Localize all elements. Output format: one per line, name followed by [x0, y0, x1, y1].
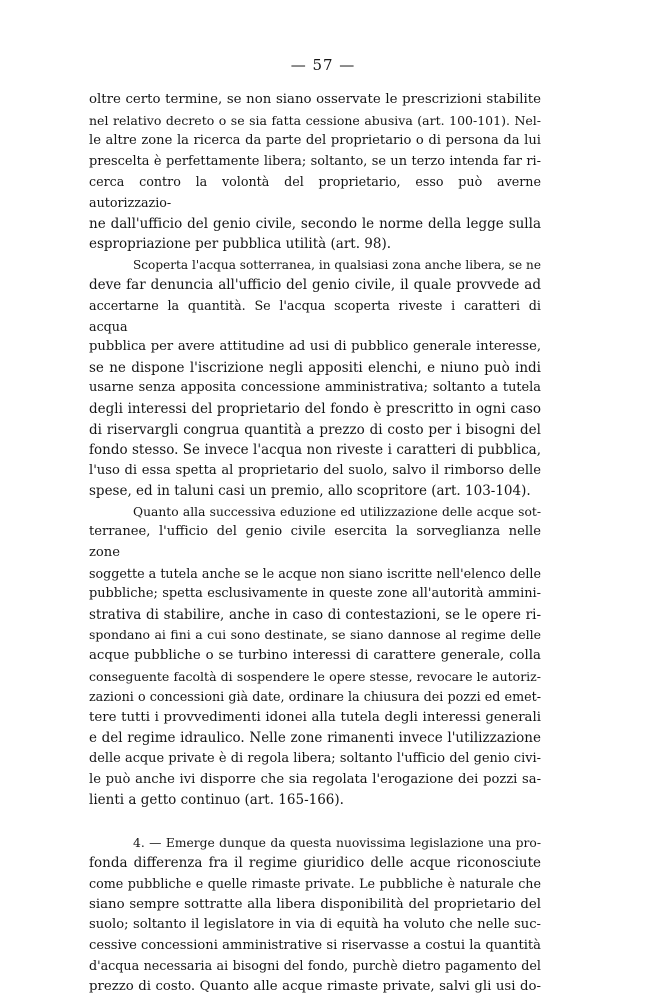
text-line: pubbliche; spetta esclusivamente in queste zone all'autorità ammini- — [89, 586, 541, 602]
text-line: espropriazione per pubblica utilità (art. 98). — [89, 236, 392, 253]
text-line: Scoperta l'acqua sotterranea, in qualsiasi zona anche libera, se ne — [133, 257, 541, 272]
paragraph-1 — [89, 90, 541, 255]
text-line: deve far denuncia all'ufficio del genio civile, il quale provvede ad — [89, 277, 541, 294]
text-line: ne dall'ufficio del genio civile, secondo le norme della legge sulla — [89, 215, 541, 232]
text-line: l'uso di essa spetta al proprietario del suolo, salvo il rimborso delle — [89, 462, 541, 478]
text-line: fondo stesso. Se invece l'acqua non riveste i caratteri di pubblica, — [89, 442, 541, 459]
text-line: oltre certo termine, se non siano osservate le prescrizioni stabilite — [89, 92, 541, 107]
text-line: nel relativo decreto o se sia fatta cessione abusiva (art. 100-101). Nel- — [89, 112, 541, 128]
text-line: spondano ai fini a cui sono destinate, se siano dannose al regime delle — [89, 627, 541, 643]
text-line: acque pubbliche o se turbino interessi di carattere generale, colla — [89, 648, 541, 664]
text-line: cessive concessioni amministrative si riservasse a costui la quantità — [89, 937, 541, 953]
section-spacer — [89, 811, 541, 833]
text-line: terranee, l'ufficio del genio civile esercita la sorveglianza nelle zone — [89, 524, 541, 561]
text-line: di riservargli congrua quantità a prezzo di costo per i bisogni del — [89, 421, 541, 438]
text-line: usarne senza apposita concessione amministrativa; soltanto a tutela — [89, 380, 541, 396]
text-line: delle acque private è di regola libera; soltanto l'ufficio del genio civi- — [89, 751, 541, 766]
paragraph-2 — [89, 255, 541, 502]
body-text — [89, 90, 541, 998]
text-line: lienti a getto continuo (art. 165-166). — [89, 792, 344, 809]
text-line: fonda differenza fra il regime giuridico delle acque riconosciute — [89, 855, 541, 872]
text-line: prezzo di costo. Quanto alle acque rimaste private, salvi gli usi do- — [89, 978, 541, 994]
page-number: — 57 — — [290, 56, 356, 74]
text-line: cerca contro la volontà del proprietario, esso può averne autorizzazio- — [89, 174, 541, 210]
text-line: le può anche ivi disporre che sia regolata l'erogazione dei pozzi sa- — [89, 771, 541, 787]
text-line: soggette a tutela anche se le acque non siano iscritte nell'elenco delle — [89, 565, 541, 581]
text-line: pubblica per avere attitudine ad usi di pubblico generale interesse, — [89, 339, 541, 355]
text-line: zazioni o concessioni già date, ordinare la chiusura dei pozzi ed emet- — [89, 689, 541, 705]
text-line: suolo; soltanto il legislatore in via di equità ha voluto che nelle suc- — [89, 917, 541, 933]
text-line: le altre zone la ricerca da parte del proprietario o di persona da lui — [89, 133, 541, 149]
text-line: strativa di stabilire, anche in caso di contestazioni, se le opere ri- — [89, 606, 541, 623]
text-line: d'acqua necessaria ai bisogni del fondo, purchè dietro pagamento del — [89, 958, 541, 974]
text-line: siano sempre sottratte alla libera disponibilità del proprietario del — [89, 896, 541, 912]
text-line: e del regime idraulico. Nelle zone rimanenti invece l'utilizzazione — [89, 730, 541, 747]
text-line: come pubbliche e quelle rimaste private. Le pubbliche è naturale che — [89, 875, 541, 891]
paragraph-3 — [89, 502, 541, 811]
text-line: degli interessi del proprietario del fondo è prescritto in ogni caso — [89, 400, 541, 417]
text-line: spese, ed in taluni casi un premio, allo scopritore (art. 103-104). — [89, 483, 531, 500]
paragraph-4 — [89, 833, 541, 998]
text-line: prescelta è perfettamente libera; soltanto, se un terzo intenda far ri- — [89, 153, 541, 169]
text-line: conseguente facoltà di sospendere le opere stesse, revocare le autoriz- — [89, 668, 541, 684]
text-line: se ne dispone l'iscrizione negli appositi elenchi, e niuno può indi — [89, 359, 541, 376]
text-line: Quanto alla successiva eduzione ed utilizzazione delle acque sot- — [133, 504, 541, 519]
text-line: tere tutti i provvedimenti idonei alla tutela degli interessi generali — [89, 709, 541, 725]
text-line: accertarne la quantità. Se l'acqua scoperta riveste i caratteri di acqua — [89, 297, 541, 334]
text-line: 4. — Emerge dunque da questa nuovissima legislazione una pro- — [133, 835, 541, 850]
